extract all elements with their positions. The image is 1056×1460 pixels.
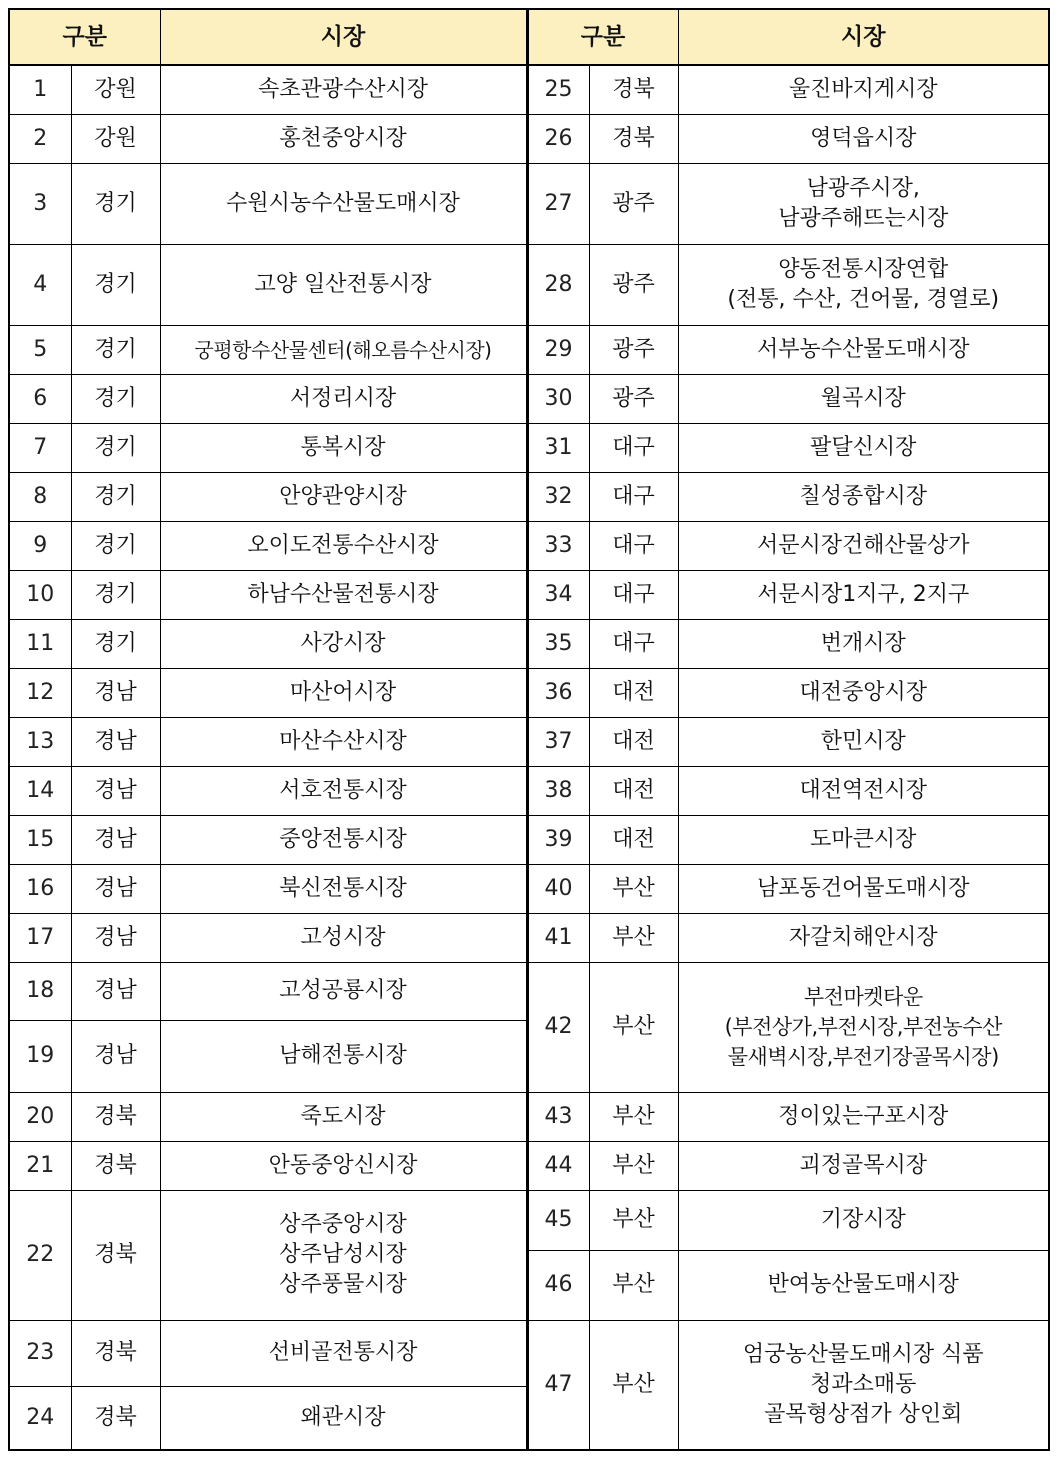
- row-market: 선비골전통시장: [160, 1320, 527, 1386]
- row-number: 30: [527, 374, 589, 423]
- row-number: 33: [527, 521, 589, 570]
- row-number: 27: [527, 163, 589, 244]
- row-number: 40: [527, 864, 589, 913]
- row-number: 43: [527, 1092, 589, 1141]
- header-group-left: 구분: [9, 9, 160, 65]
- row-number: 20: [9, 1092, 71, 1141]
- row-region: 경북: [71, 1320, 160, 1386]
- row-number: 32: [527, 472, 589, 521]
- row-number: 11: [9, 619, 71, 668]
- row-number: 44: [527, 1141, 589, 1190]
- table-row: [9, 668, 1049, 717]
- row-number: 23: [9, 1320, 71, 1386]
- row-region: 경북: [71, 1141, 160, 1190]
- row-market: 부전마켓타운 (부전상가,부전시장,부전농수산 물새벽시장,부전기장골목시장): [678, 962, 1049, 1092]
- table-row: [9, 521, 1049, 570]
- row-number: 36: [527, 668, 589, 717]
- row-number: 38: [527, 766, 589, 815]
- table-row: [9, 423, 1049, 472]
- row-number: 12: [9, 668, 71, 717]
- row-region: 부산: [589, 1320, 678, 1450]
- row-number: 14: [9, 766, 71, 815]
- row-region: 경남: [71, 815, 160, 864]
- table-row: [9, 244, 1049, 325]
- row-number: 10: [9, 570, 71, 619]
- row-market: 북신전통시장: [160, 864, 527, 913]
- row-region: 광주: [589, 244, 678, 325]
- table-row: [9, 864, 1049, 913]
- row-market: 남포동건어물도매시장: [678, 864, 1049, 913]
- row-region: 대구: [589, 570, 678, 619]
- row-market: 한민시장: [678, 717, 1049, 766]
- row-region: 부산: [589, 1092, 678, 1141]
- table-row: [9, 374, 1049, 423]
- header-market-right: 시장: [678, 9, 1049, 65]
- row-market: 홍천중앙시장: [160, 114, 527, 163]
- row-market: 죽도시장: [160, 1092, 527, 1141]
- row-region: 대구: [589, 521, 678, 570]
- row-region: 경기: [71, 244, 160, 325]
- row-number: 3: [9, 163, 71, 244]
- row-number: 25: [527, 65, 589, 114]
- row-market: 고양 일산전통시장: [160, 244, 527, 325]
- row-market: 팔달신시장: [678, 423, 1049, 472]
- row-region: 경남: [71, 668, 160, 717]
- row-number: 46: [527, 1250, 589, 1320]
- header-group-right: 구분: [527, 9, 678, 65]
- row-market: 서호전통시장: [160, 766, 527, 815]
- row-region: 부산: [589, 1141, 678, 1190]
- table-row: [9, 962, 1049, 1020]
- row-number: 26: [527, 114, 589, 163]
- row-market: 울진바지게시장: [678, 65, 1049, 114]
- row-region: 경북: [589, 114, 678, 163]
- row-region: 경북: [71, 1190, 160, 1320]
- row-market: 엄궁농산물도매시장 식품 청과소매동 골목형상점가 상인회: [678, 1320, 1049, 1450]
- row-region: 경기: [71, 521, 160, 570]
- row-number: 5: [9, 325, 71, 374]
- row-number: 17: [9, 913, 71, 962]
- row-market: 서부농수산물도매시장: [678, 325, 1049, 374]
- row-number: 41: [527, 913, 589, 962]
- table-row: [9, 717, 1049, 766]
- row-market: 도마큰시장: [678, 815, 1049, 864]
- row-number: 42: [527, 962, 589, 1092]
- table-row: [9, 766, 1049, 815]
- row-region: 경남: [71, 962, 160, 1020]
- row-market: 자갈치해안시장: [678, 913, 1049, 962]
- row-market: 대전역전시장: [678, 766, 1049, 815]
- row-region: 강원: [71, 114, 160, 163]
- table-row: [9, 472, 1049, 521]
- row-number: 31: [527, 423, 589, 472]
- row-number: 28: [527, 244, 589, 325]
- row-number: 39: [527, 815, 589, 864]
- table-row: [9, 1141, 1049, 1190]
- row-market: 안양관양시장: [160, 472, 527, 521]
- row-number: 22: [9, 1190, 71, 1320]
- row-market: 마산어시장: [160, 668, 527, 717]
- row-market: 서문시장건해산물상가: [678, 521, 1049, 570]
- row-market: 남해전통시장: [160, 1020, 527, 1092]
- row-market: 오이도전통수산시장: [160, 521, 527, 570]
- row-region: 경기: [71, 570, 160, 619]
- row-region: 대구: [589, 423, 678, 472]
- row-market: 속초관광수산시장: [160, 65, 527, 114]
- row-number: 34: [527, 570, 589, 619]
- row-market: 수원시농수산물도매시장: [160, 163, 527, 244]
- row-number: 2: [9, 114, 71, 163]
- row-region: 대전: [589, 668, 678, 717]
- row-market: 남광주시장, 남광주해뜨는시장: [678, 163, 1049, 244]
- row-market: 고성시장: [160, 913, 527, 962]
- row-region: 경남: [71, 1020, 160, 1092]
- row-market: 중앙전통시장: [160, 815, 527, 864]
- table-row: [9, 1190, 1049, 1250]
- row-region: 경기: [71, 472, 160, 521]
- row-number: 4: [9, 244, 71, 325]
- row-market: 반여농산물도매시장: [678, 1250, 1049, 1320]
- table-row: [9, 1320, 1049, 1386]
- row-market: 기장시장: [678, 1190, 1049, 1250]
- table-row: [9, 570, 1049, 619]
- row-region: 대전: [589, 717, 678, 766]
- row-region: 부산: [589, 1250, 678, 1320]
- row-region: 경북: [71, 1386, 160, 1450]
- row-region: 부산: [589, 1190, 678, 1250]
- row-market: 영덕읍시장: [678, 114, 1049, 163]
- row-region: 경기: [71, 163, 160, 244]
- row-market: 왜관시장: [160, 1386, 527, 1450]
- market-table: [8, 8, 1050, 1451]
- market-table-sheet: [8, 8, 1048, 1451]
- row-market: 상주중앙시장 상주남성시장 상주풍물시장: [160, 1190, 527, 1320]
- row-number: 9: [9, 521, 71, 570]
- row-market: 양동전통시장연합 (전통, 수산, 건어물, 경열로): [678, 244, 1049, 325]
- row-market: 정이있는구포시장: [678, 1092, 1049, 1141]
- row-number: 45: [527, 1190, 589, 1250]
- row-number: 19: [9, 1020, 71, 1092]
- table-row: [9, 815, 1049, 864]
- row-region: 부산: [589, 962, 678, 1092]
- row-region: 대구: [589, 472, 678, 521]
- row-number: 35: [527, 619, 589, 668]
- row-number: 24: [9, 1386, 71, 1450]
- row-region: 경기: [71, 325, 160, 374]
- row-number: 13: [9, 717, 71, 766]
- row-market: 번개시장: [678, 619, 1049, 668]
- row-market: 칠성종합시장: [678, 472, 1049, 521]
- row-region: 부산: [589, 864, 678, 913]
- table-row: [9, 163, 1049, 244]
- row-market: 통복시장: [160, 423, 527, 472]
- row-number: 1: [9, 65, 71, 114]
- row-number: 18: [9, 962, 71, 1020]
- row-market: 사강시장: [160, 619, 527, 668]
- row-region: 경남: [71, 766, 160, 815]
- row-number: 21: [9, 1141, 71, 1190]
- row-region: 부산: [589, 913, 678, 962]
- row-market: 안동중앙신시장: [160, 1141, 527, 1190]
- row-market: 고성공룡시장: [160, 962, 527, 1020]
- table-row: [9, 114, 1049, 163]
- row-market: 궁평항수산물센터(해오름수산시장): [160, 325, 527, 374]
- row-region: 경기: [71, 619, 160, 668]
- row-region: 경북: [71, 1092, 160, 1141]
- row-region: 대전: [589, 766, 678, 815]
- row-market: 마산수산시장: [160, 717, 527, 766]
- table-row: [9, 1092, 1049, 1141]
- row-number: 29: [527, 325, 589, 374]
- row-number: 8: [9, 472, 71, 521]
- table-row: [9, 619, 1049, 668]
- row-number: 7: [9, 423, 71, 472]
- row-region: 경기: [71, 423, 160, 472]
- row-market: 대전중앙시장: [678, 668, 1049, 717]
- row-region: 강원: [71, 65, 160, 114]
- row-number: 37: [527, 717, 589, 766]
- row-region: 경남: [71, 913, 160, 962]
- row-number: 6: [9, 374, 71, 423]
- row-region: 경기: [71, 374, 160, 423]
- row-region: 광주: [589, 163, 678, 244]
- row-market: 하남수산물전통시장: [160, 570, 527, 619]
- row-market: 서정리시장: [160, 374, 527, 423]
- row-market: 월곡시장: [678, 374, 1049, 423]
- row-region: 대구: [589, 619, 678, 668]
- row-market: 서문시장1지구, 2지구: [678, 570, 1049, 619]
- row-region: 광주: [589, 374, 678, 423]
- table-row: [9, 65, 1049, 114]
- row-region: 경북: [589, 65, 678, 114]
- row-region: 경남: [71, 717, 160, 766]
- table-row: [9, 913, 1049, 962]
- row-number: 47: [527, 1320, 589, 1450]
- row-number: 15: [9, 815, 71, 864]
- row-region: 경남: [71, 864, 160, 913]
- row-region: 광주: [589, 325, 678, 374]
- row-region: 대전: [589, 815, 678, 864]
- table-row: [9, 325, 1049, 374]
- row-number: 16: [9, 864, 71, 913]
- header-market-left: 시장: [160, 9, 527, 65]
- row-market: 괴정골목시장: [678, 1141, 1049, 1190]
